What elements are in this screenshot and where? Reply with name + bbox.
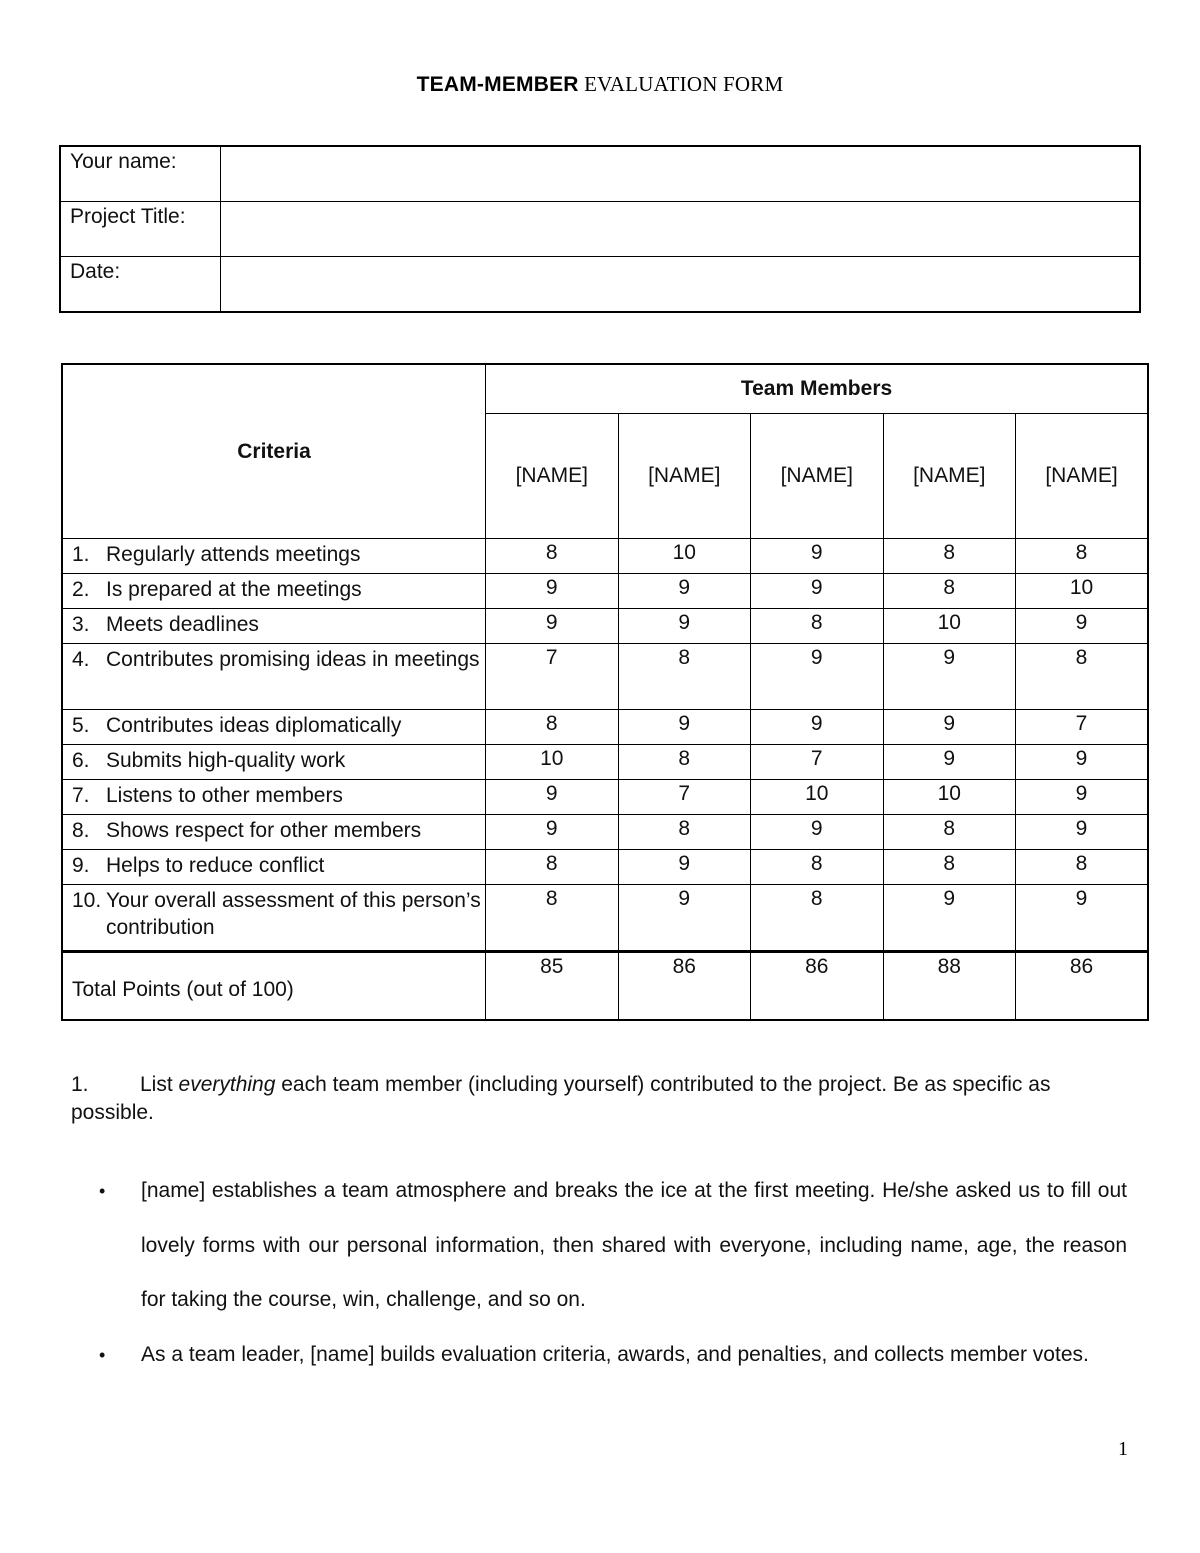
member-name-header: [NAME] <box>751 414 884 539</box>
criteria-text: Helps to reduce conflict <box>106 854 325 877</box>
date-field[interactable] <box>221 257 1141 313</box>
info-row-name <box>60 146 1140 202</box>
member-name-header: [NAME] <box>883 414 1016 539</box>
table-row <box>62 850 1148 885</box>
table-row <box>62 885 1148 952</box>
bullet-icon: • <box>99 1344 106 1365</box>
title-bold-part: TEAM-MEMBER <box>416 73 579 96</box>
criteria-text: Regularly attends meetings <box>106 543 361 566</box>
table-row <box>62 609 1148 644</box>
question-1 <box>71 1071 1071 1127</box>
total-label: Total Points (out of 100) <box>62 952 486 1021</box>
criteria-cell <box>62 574 486 609</box>
score-cell[interactable]: 8 <box>618 815 751 850</box>
question-emphasis: everything <box>178 1073 276 1096</box>
score-cell[interactable]: 8 <box>751 885 884 952</box>
page-title <box>0 72 1200 97</box>
score-cell[interactable]: 9 <box>1016 885 1149 952</box>
project-title-label: Project Title: <box>60 202 221 257</box>
score-cell[interactable]: 9 <box>486 780 619 815</box>
total-score-cell: 86 <box>751 952 884 1021</box>
list-item <box>99 1164 1127 1328</box>
score-cell[interactable]: 9 <box>486 574 619 609</box>
score-cell[interactable]: 9 <box>618 574 751 609</box>
score-cell[interactable]: 9 <box>751 539 884 574</box>
score-cell[interactable]: 10 <box>883 609 1016 644</box>
table-row <box>62 780 1148 815</box>
criteria-number: 9. <box>72 854 90 877</box>
score-cell[interactable]: 7 <box>751 745 884 780</box>
score-cell[interactable]: 8 <box>486 850 619 885</box>
criteria-text: Contributes promising ideas in meetings <box>106 648 480 671</box>
score-cell[interactable]: 9 <box>618 609 751 644</box>
criteria-cell <box>62 850 486 885</box>
total-score-cell: 88 <box>883 952 1016 1021</box>
criteria-cell <box>62 745 486 780</box>
criteria-number: 3. <box>72 613 90 636</box>
criteria-cell <box>62 710 486 745</box>
score-cell[interactable]: 8 <box>883 539 1016 574</box>
score-cell[interactable]: 9 <box>751 644 884 710</box>
criteria-text: Listens to other members <box>106 784 343 807</box>
criteria-text: Contributes ideas diplomatically <box>106 714 402 737</box>
criteria-cell <box>62 885 486 952</box>
score-cell[interactable]: 9 <box>1016 780 1149 815</box>
criteria-cell <box>62 780 486 815</box>
scores-table <box>61 363 1149 1021</box>
score-cell[interactable]: 8 <box>883 850 1016 885</box>
team-members-header: Team Members <box>486 364 1149 414</box>
score-cell[interactable]: 8 <box>486 885 619 952</box>
criteria-header: Criteria <box>62 364 486 539</box>
member-name-header: [NAME] <box>1016 414 1149 539</box>
score-cell[interactable]: 9 <box>883 644 1016 710</box>
criteria-number: 10. <box>72 889 102 912</box>
score-cell[interactable]: 8 <box>883 815 1016 850</box>
score-cell[interactable]: 8 <box>1016 539 1149 574</box>
score-cell[interactable]: 9 <box>751 815 884 850</box>
score-cell[interactable]: 9 <box>618 850 751 885</box>
table-row <box>62 644 1148 710</box>
criteria-text: Shows respect for other members <box>106 819 422 842</box>
score-cell[interactable]: 8 <box>486 539 619 574</box>
criteria-text: Meets deadlines <box>106 613 259 636</box>
contribution-list <box>99 1164 1127 1382</box>
score-cell[interactable]: 8 <box>618 745 751 780</box>
criteria-cell <box>62 609 486 644</box>
title-serif-part: EVALUATION FORM <box>578 72 784 96</box>
list-item <box>99 1328 1127 1383</box>
score-cell[interactable]: 9 <box>486 815 619 850</box>
criteria-cell <box>62 539 486 574</box>
criteria-number: 4. <box>72 648 90 671</box>
score-cell[interactable]: 8 <box>1016 644 1149 710</box>
score-cell[interactable]: 9 <box>751 710 884 745</box>
table-row <box>62 574 1148 609</box>
criteria-number: 5. <box>72 714 90 737</box>
score-cell[interactable]: 10 <box>883 780 1016 815</box>
table-row <box>62 710 1148 745</box>
list-item-text: As a team leader, [name] builds evaluation criteria, awards, and penalties, and collects member votes. <box>141 1342 1089 1366</box>
question-number: 1. <box>71 1073 89 1096</box>
criteria-number: 7. <box>72 784 90 807</box>
total-score-cell: 86 <box>618 952 751 1021</box>
criteria-text: Your overall assessment of this person’s contribution <box>106 889 481 939</box>
table-row <box>62 539 1148 574</box>
info-row-date <box>60 257 1140 313</box>
criteria-number: 6. <box>72 749 90 772</box>
score-cell[interactable]: 9 <box>1016 815 1149 850</box>
score-cell[interactable]: 9 <box>883 710 1016 745</box>
score-cell[interactable]: 8 <box>751 850 884 885</box>
score-cell[interactable]: 9 <box>486 609 619 644</box>
your-name-label: Your name: <box>60 146 221 202</box>
member-name-header: [NAME] <box>486 414 619 539</box>
criteria-cell <box>62 815 486 850</box>
score-cell[interactable]: 10 <box>751 780 884 815</box>
score-cell[interactable]: 7 <box>1016 710 1149 745</box>
criteria-number: 8. <box>72 819 90 842</box>
list-item-text: [name] establishes a team atmosphere and breaks the ice at the first meeting. He/she asked us to fill out lovely forms with our personal information, then shared with everyone, including name, age, the reason for taking the course, win, challenge, and so on. <box>141 1179 1127 1311</box>
date-label: Date: <box>60 257 221 313</box>
score-cell[interactable]: 9 <box>751 574 884 609</box>
criteria-cell <box>62 644 486 710</box>
score-cell[interactable]: 7 <box>486 644 619 710</box>
criteria-number: 2. <box>72 578 90 601</box>
score-cell[interactable]: 10 <box>618 539 751 574</box>
table-row <box>62 745 1148 780</box>
question-text-before: List <box>140 1073 179 1096</box>
score-cell[interactable]: 9 <box>618 885 751 952</box>
score-cell[interactable]: 8 <box>486 710 619 745</box>
score-cell[interactable]: 8 <box>751 609 884 644</box>
score-cell[interactable]: 9 <box>883 885 1016 952</box>
page-number: 1 <box>1118 1438 1128 1460</box>
total-row <box>62 952 1148 1021</box>
criteria-text: Is prepared at the meetings <box>106 578 362 601</box>
score-cell[interactable]: 8 <box>883 574 1016 609</box>
score-cell[interactable]: 7 <box>618 780 751 815</box>
info-table <box>59 145 1141 313</box>
score-cell[interactable]: 10 <box>1016 574 1149 609</box>
score-cell[interactable]: 9 <box>883 745 1016 780</box>
criteria-text: Submits high-quality work <box>106 749 346 772</box>
project-title-field[interactable] <box>221 202 1141 257</box>
table-row <box>62 815 1148 850</box>
your-name-field[interactable] <box>221 146 1141 202</box>
total-score-cell: 86 <box>1016 952 1149 1021</box>
score-cell[interactable]: 8 <box>1016 850 1149 885</box>
info-row-project <box>60 202 1140 257</box>
score-cell[interactable]: 10 <box>486 745 619 780</box>
criteria-number: 1. <box>72 543 90 566</box>
bullet-icon: • <box>99 1181 106 1201</box>
member-name-header: [NAME] <box>618 414 751 539</box>
total-score-cell: 85 <box>486 952 619 1021</box>
score-cell[interactable]: 9 <box>1016 609 1149 644</box>
question-text-after: each team member (including yourself) contributed to the project. Be as specific as possible. <box>71 1073 1051 1124</box>
score-cell[interactable]: 9 <box>1016 745 1149 780</box>
score-cell[interactable]: 8 <box>618 644 751 710</box>
score-cell[interactable]: 9 <box>618 710 751 745</box>
